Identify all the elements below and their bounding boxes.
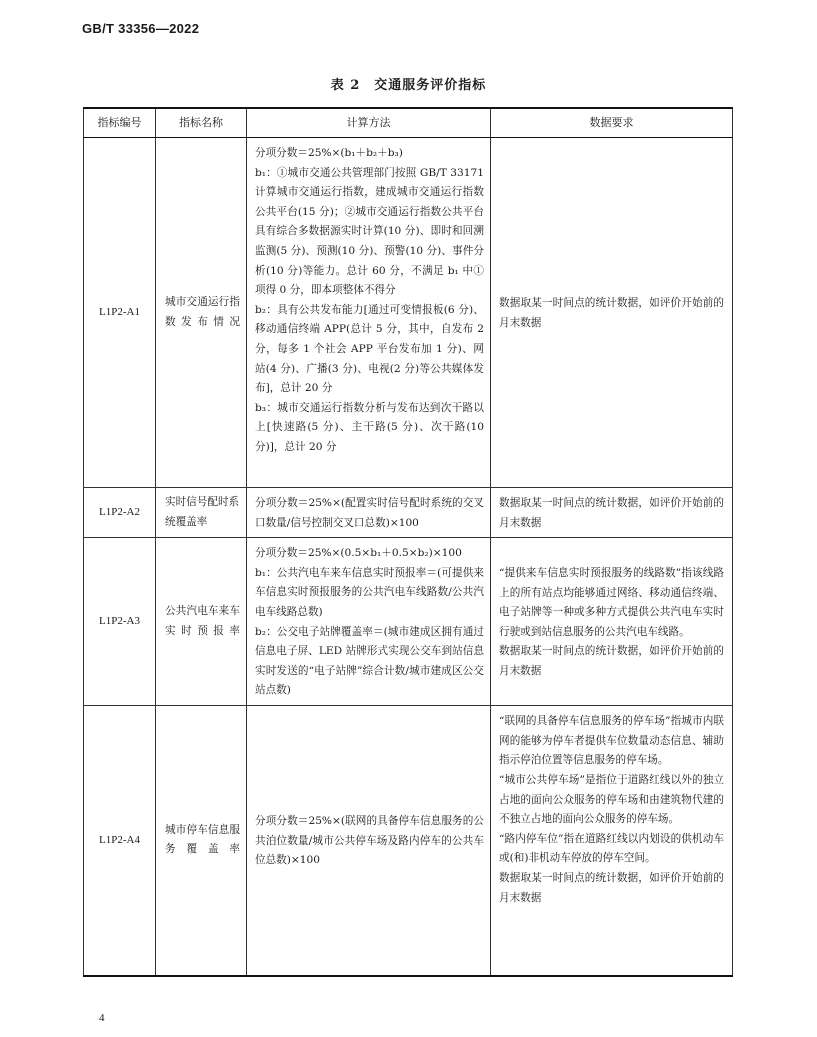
requirement-paragraph: 数据取某一时间点的统计数据，如评价开始前的月末数据: [499, 497, 724, 529]
calculation-method: [247, 138, 491, 488]
standard-code: GB/T 33356—2022: [82, 21, 200, 36]
table-row: [84, 138, 733, 488]
calculation-method: [247, 706, 491, 976]
column-header-requirement: 数据要求: [491, 108, 733, 138]
table-row: [84, 538, 733, 706]
indicator-name: 城市停车信息服务覆盖率: [156, 706, 247, 976]
indicator-name: 城市交通运行指数发布情况: [156, 138, 247, 488]
method-paragraph: b₂：公交电子站牌覆盖率＝(城市建成区拥有通过信息电子屏、LED 站牌形式实现公交车到站信息实时发送的“电子站牌”综合计数/城市建成区公交站点数): [255, 625, 484, 697]
data-requirement: [491, 706, 733, 976]
indicator-name: 公共汽电车来车实时预报率: [156, 538, 247, 706]
data-requirement: [491, 488, 733, 538]
indicator-code: L1P2-A3: [84, 538, 156, 706]
indicator-code: L1P2-A4: [84, 706, 156, 976]
method-paragraph: 分项分数＝25%×(0.5×b₁＋0.5×b₂)×100: [255, 547, 462, 560]
column-header-method: 计算方法: [247, 108, 491, 138]
requirement-paragraph: “联网的具备停车信息服务的停车场”指城市内联网的能够为停车者提供车位数量动态信息、辅助指示停泊位置等信息服务的停车场。: [499, 715, 724, 767]
indicator-code: L1P2-A2: [84, 488, 156, 538]
indicator-name: 实时信号配时系统覆盖率: [156, 488, 247, 538]
table-row: [84, 706, 733, 976]
method-paragraph: 分项分数＝25%×(b₁＋b₂＋b₃): [255, 147, 403, 159]
data-requirement: [491, 538, 733, 706]
table-title: 表 2 交通服务评价指标: [330, 78, 487, 93]
method-paragraph: b₂：具有公共发布能力[通过可变情报板(6 分)、移动通信终端 APP(总计 5 分，其中，自发布 2 分，每多 1 个社会 APP 平台发布加 1 分)、网站(4 分)、广播(3 分)、电视(2 分)等公共媒体发布]，总计 20 分: [255, 303, 484, 395]
method-paragraph: b₁：①城市交通公共管理部门按照 GB/T 33171 计算城市交通运行指数，建成城市交通运行指数公共平台(15 分)；②城市交通运行指数公共平台具有综合多数据源实时计算(10 分)、即时和回溯监测(5 分)、预测(10 分)、预警(10 分)、事件分析(10 分)等能力。总计 60 分，不满足 b₁ 中①项得 0 分，即本项整体不得分: [255, 166, 484, 297]
requirement-paragraph: 数据取某一时间点的统计数据，如评价开始前的月末数据: [499, 645, 724, 677]
calculation-method: [247, 488, 491, 538]
indicator-code: L1P2-A1: [84, 138, 156, 488]
method-paragraph: b₁：公共汽电车来车信息实时预报率＝(可提供来车信息实时预报服务的公共汽电车线路数/公共汽电车线路总数): [255, 566, 484, 618]
method-paragraph: 分项分数＝25%×(联网的具备停车信息服务的公共泊位数量/城市公共停车场及路内停车的公共车位总数)×100: [255, 815, 484, 867]
method-paragraph: b₃：城市交通运行指数分析与发布达到次干路以上[快速路(5 分)、主干路(5 分)、次干路(10 分)]，总计 20 分: [255, 401, 484, 453]
data-requirement: [491, 138, 733, 488]
table-header-row: [84, 108, 733, 138]
requirement-paragraph: “提供来车信息实时预报服务的线路数”指该线路上的所有站点均能够通过网络、移动通信终端、电子站牌等一种或多种方式提供公共汽电车实时行驶或到站信息服务的公共汽电车线路。: [499, 566, 724, 638]
requirement-paragraph: 数据取某一时间点的统计数据，如评价开始前的月末数据: [499, 296, 724, 329]
requirement-paragraph: “路内停车位”指在道路红线以内划设的供机动车或(和)非机动车停放的停车空间。: [499, 832, 724, 865]
column-header-code: 指标编号: [84, 108, 156, 138]
evaluation-table: [83, 107, 733, 977]
requirement-paragraph: “城市公共停车场”是指位于道路红线以外的独立占地的面向公众服务的停车场和由建筑物代建的不独立占地的面向公众服务的停车场。: [499, 773, 724, 826]
method-paragraph: 分项分数＝25%×(配置实时信号配时系统的交叉口数量/信号控制交叉口总数)×100: [255, 497, 484, 529]
page-number: 4: [99, 1012, 105, 1024]
table-row: [84, 488, 733, 538]
calculation-method: [247, 538, 491, 706]
column-header-name: 指标名称: [156, 108, 247, 138]
requirement-paragraph: 数据取某一时间点的统计数据，如评价开始前的月末数据: [499, 871, 724, 904]
